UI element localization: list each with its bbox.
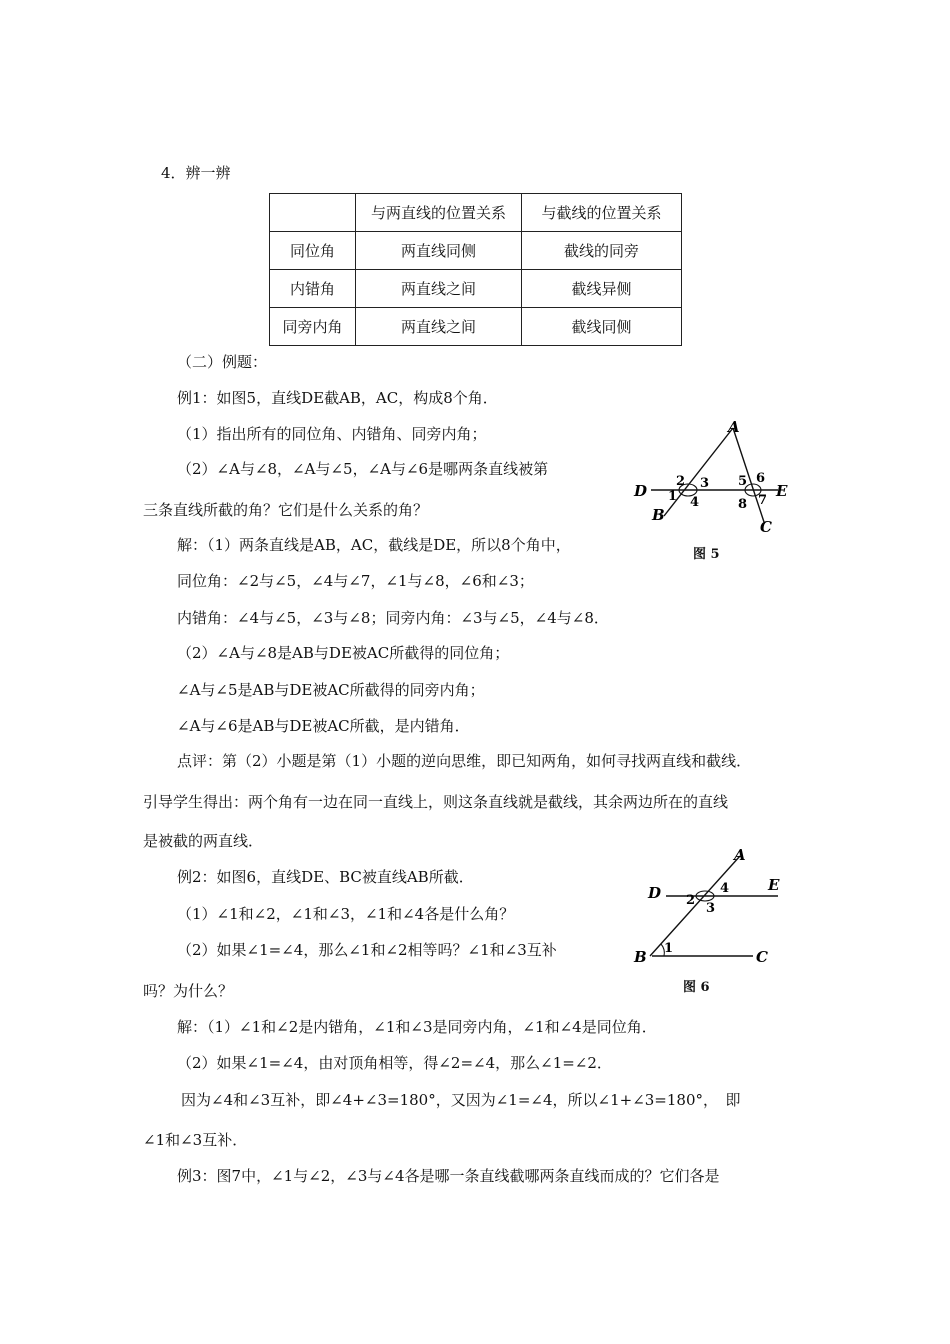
point-label-e: E xyxy=(776,482,788,500)
point-label-a: A xyxy=(728,418,740,436)
angle-label-3: 3 xyxy=(700,476,710,491)
table-cell: 截线的同旁 xyxy=(522,232,682,270)
angle-label-1: 1 xyxy=(668,489,678,504)
example1-alternate: 内错角：∠4与∠5，∠3与∠8；同旁内角：∠3与∠5，∠4与∠8． xyxy=(177,609,609,627)
table-cell: 两直线之间 xyxy=(356,308,522,346)
example2-solution1: 解：（1）∠1和∠2是内错角，∠1和∠3是同旁内角，∠1和∠4是同位角． xyxy=(177,1018,657,1036)
angle-label-5: 5 xyxy=(738,474,748,489)
example2-statement: 例2：如图6，直线DE、BC被直线AB所截． xyxy=(177,868,474,886)
figure-5-diagram xyxy=(628,418,798,538)
example2-reason: 因为∠4和∠3互补，即∠4+∠3=180°，又因为∠1=∠4，所以∠1+∠3=180°， 即 xyxy=(181,1091,741,1109)
table-row xyxy=(270,232,682,270)
angle-comparison-table xyxy=(269,193,682,346)
comment-line2: 引导学生得出：两个角有一边在同一直线上，则这条直线就是截线，其余两边所在的直线 xyxy=(143,793,729,811)
table-header-cell: 与截线的位置关系 xyxy=(522,194,682,232)
example2-solution2: （2）如果∠1=∠4，由对顶角相等，得∠2=∠4，那么∠1=∠2． xyxy=(177,1054,612,1072)
point-label-b: B xyxy=(652,506,665,524)
example1-corresponding: 同位角：∠2与∠5，∠4与∠7，∠1与∠8，∠6和∠3； xyxy=(177,572,534,590)
figure-5-caption: 图 5 xyxy=(693,547,720,562)
angle-label-2: 2 xyxy=(686,893,696,908)
angle-label-7: 7 xyxy=(758,493,768,508)
table-cell: 两直线之间 xyxy=(356,270,522,308)
angle-label-8: 8 xyxy=(738,497,748,512)
point-label-c: C xyxy=(760,518,772,536)
point-label-c: C xyxy=(756,948,768,966)
example1-statement: 例1：如图5，直线DE截AB，AC，构成8个角． xyxy=(177,389,498,407)
angle-label-4: 4 xyxy=(690,495,700,510)
table-header-cell xyxy=(270,194,356,232)
example1-solution2-line3: ∠A与∠6是AB与DE被AC所截，是内错角． xyxy=(177,717,470,735)
example1-solution2: （2）∠A与∠8是AB与DE被AC所截得的同位角； xyxy=(177,644,510,662)
example2-question2-cont: 吗？为什么？ xyxy=(143,982,234,1000)
comment-line3: 是被截的两直线． xyxy=(143,832,264,850)
example2-question2: （2）如果∠1=∠4，那么∠1和∠2相等吗？∠1和∠3互补 xyxy=(177,941,557,959)
example1-solution2-line2: ∠A与∠5是AB与DE被AC所截得的同旁内角； xyxy=(177,681,485,699)
table-cell: 截线异侧 xyxy=(522,270,682,308)
point-label-d: D xyxy=(634,482,648,500)
example2-question1: （1）∠1和∠2，∠1和∠3，∠1和∠4各是什么角？ xyxy=(177,905,515,923)
comment-line1: 点评：第（2）小题是第（1）小题的逆向思维，即已知两角，如何寻找两直线和截线． xyxy=(177,752,752,770)
point-label-a: A xyxy=(734,846,746,864)
table-row xyxy=(270,308,682,346)
table-header-cell: 与两直线的位置关系 xyxy=(356,194,522,232)
angle-label-4: 4 xyxy=(720,881,730,896)
example3-statement: 例3：图7中，∠1与∠2，∠3与∠4各是哪一条直线截哪两条直线而成的？它们各是 xyxy=(177,1167,720,1185)
example1-question2: （2）∠A与∠8，∠A与∠5，∠A与∠6是哪两条直线被第 xyxy=(177,460,549,478)
figure-6-diagram xyxy=(628,846,798,971)
point-label-d: D xyxy=(648,884,662,902)
table-cell: 同旁内角 xyxy=(270,308,356,346)
table-cell: 内错角 xyxy=(270,270,356,308)
angle-label-6: 6 xyxy=(756,471,766,486)
angle-label-1: 1 xyxy=(664,941,674,956)
example2-conclusion: ∠1和∠3互补． xyxy=(143,1131,248,1149)
section-title: 4．辨一辨 xyxy=(161,164,231,182)
example1-question2-cont: 三条直线所截的角？它们是什么关系的角？ xyxy=(143,501,429,519)
example-section-heading: （二）例题： xyxy=(177,353,268,371)
figure-6-caption: 图 6 xyxy=(683,980,710,995)
table-cell: 两直线同侧 xyxy=(356,232,522,270)
angle-label-2: 2 xyxy=(676,474,686,489)
table-header-row xyxy=(270,194,682,232)
example1-question1: （1）指出所有的同位角、内错角、同旁内角； xyxy=(177,425,487,443)
table-cell: 同位角 xyxy=(270,232,356,270)
angle-label-3: 3 xyxy=(706,901,716,916)
example1-solution-intro: 解：（1）两条直线是AB，AC，截线是DE，所以8个角中， xyxy=(177,536,571,554)
point-label-e: E xyxy=(768,876,780,894)
point-label-b: B xyxy=(634,948,647,966)
table-row xyxy=(270,270,682,308)
table-cell: 截线同侧 xyxy=(522,308,682,346)
